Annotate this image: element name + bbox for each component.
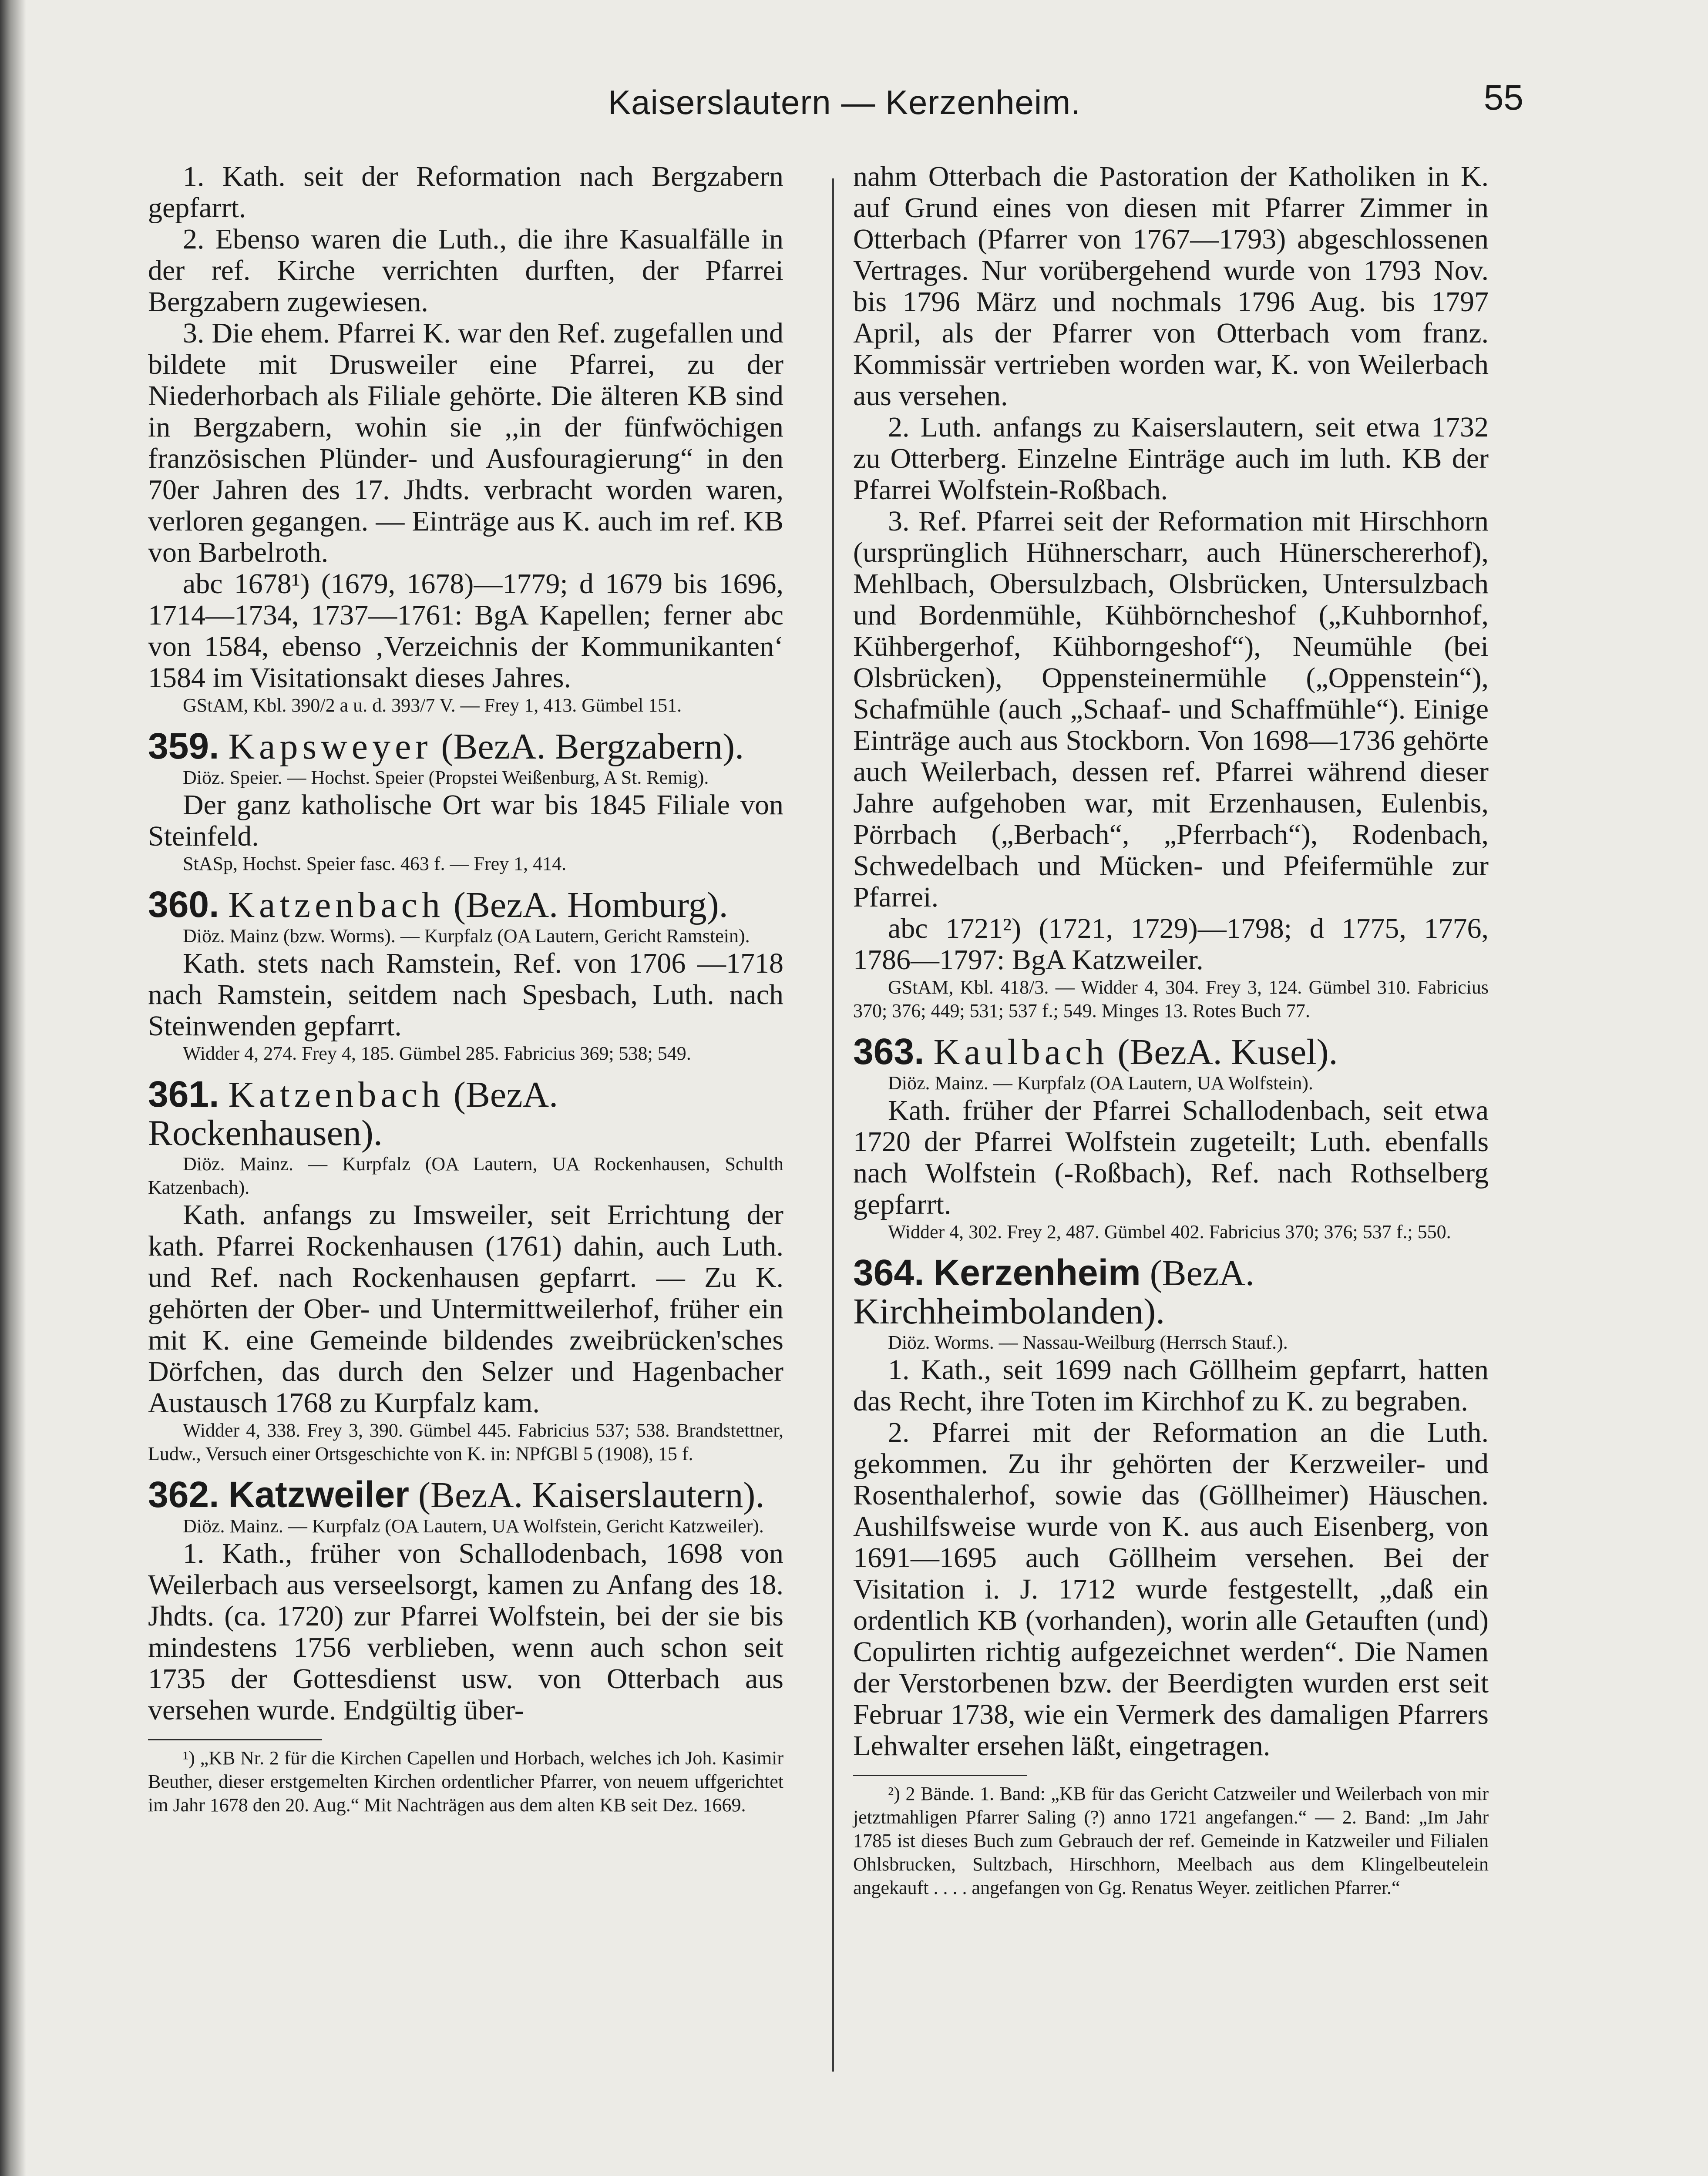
source-note: GStAM, Kbl. 390/2 a u. d. 393/7 V. — Frey 1, 413. Gümbel 151. <box>183 695 682 716</box>
running-header: Kaiserslautern — Kerzenheim. <box>608 83 1081 121</box>
footnote-rule <box>853 1775 1027 1776</box>
source-note: GStAM, Kbl. 418/3. — Widder 4, 304. Frey 3, 124. Gümbel 310. Fabricius 370; 376; 449; 531; 537 f.; 549. Minges 13. Rotes Buch 77. <box>853 977 1489 1021</box>
paragraph: 2. Ebenso waren die Luth., die ihre Kasualfälle in der ref. Kirche verrichten durften, der Pfarrei Bergzabern zugewiesen. <box>148 223 783 318</box>
entry-heading-360 <box>148 885 783 924</box>
entry-number: 364. <box>853 1252 925 1293</box>
paragraph: 1. Kath. seit der Reformation nach Bergzabern gepfarrt. <box>148 161 783 224</box>
entry-name: Kapsweyer <box>228 726 432 767</box>
paragraph: 3. Ref. Pfarrei seit der Reformation mit Hirschhorn (ursprünglich Hühnerscharr, auch Hünerschererhof), Mehlbach, Obersulzbach, Olsbrücken, Untersulzbach und Bordenmühle, Kühbörncheshof („Kuhbornhof, Kühbergerhof, Kühborngeshof“), Neumühle (bei Olsbrücken), Oppensteinermühle („Oppenstein“), Schafmühle (auch „Schaaf- und Schaffmühle“). Einige Einträge auch aus Stockborn. Von 1698—1736 gehörte auch Weilerbach, dessen ref. Pfarrei während dieser Jahre aufgehoben war, mit Erzenhausen, Eulenbis, Pörrbach („Berbach“, „Pferrbach“), Rodenbach, Schwedelbach und Mücken- und Pfeifermühle zur Pfarrei. <box>853 505 1489 913</box>
admin-note: Diöz. Worms. — Nassau-Weilburg (Herrsch Stauf.). <box>888 1332 1288 1353</box>
entry-name: Katzenbach <box>228 885 444 925</box>
source-note: Widder 4, 302. Frey 2, 487. Gümbel 402. Fabricius 370; 376; 537 f.; 550. <box>888 1221 1451 1242</box>
paragraph: Der ganz katholische Ort war bis 1845 Filiale von Steinfeld. <box>148 789 783 852</box>
right-column <box>853 161 1489 1900</box>
admin-note: Diöz. Mainz (bzw. Worms). — Kurpfalz (OA Lautern, Gericht Ramstein). <box>183 925 750 947</box>
entry-heading-363 <box>853 1032 1489 1071</box>
entry-number: 363. <box>853 1031 925 1072</box>
entry-name: Kaulbach <box>933 1032 1109 1072</box>
entry-number: 359. <box>148 725 219 766</box>
admin-note: Diöz. Mainz. — Kurpfalz (OA Lautern, UA Rockenhausen, Schulth Katzenbach). <box>148 1153 783 1198</box>
admin-note: Diöz. Mainz. — Kurpfalz (OA Lautern, UA Wolfstein). <box>888 1072 1313 1094</box>
entry-region: (BezA. Bergzabern). <box>441 726 744 767</box>
entry-name: Katzenbach <box>228 1075 444 1115</box>
entry-region: (BezA. Homburg). <box>453 885 728 925</box>
footnote-2: ²) 2 Bände. 1. Band: „KB für das Gericht Catzweiler und Weilerbach von mir jetztmahligen Pfarrer Saling (?) anno 1721 angefangen.“ — 2. Band: „Im Jahr 1785 ist dieses Buch zum Gebrauch der ref. Gemeinde in Katzweiler und Filialen Ohlsbrucken, Sultzbach, Hirschhorn, Meelbach aus dem Klingelbeutelein angekauft . . . . angefangen von Gg. Renatus Weyer. zeitlichen Pfarrer.“ <box>853 1783 1489 1898</box>
paragraph: Kath. anfangs zu Imsweiler, seit Errichtung der kath. Pfarrei Rockenhausen (1761) dahin, auch Luth. und Ref. nach Rockenhausen gepfarrt. — Zu K. gehörten der Ober- und Untermittweilerhof, früher ein mit K. eine Gemeinde bildendes zweibrücken'sches Dörfchen, das durch den Selzer und Hagenbacher Austausch 1768 zu Kurpfalz kam. <box>148 1199 783 1419</box>
entry-region: (BezA. Kaiserslautern). <box>418 1475 765 1515</box>
entry-region: (BezA. Kusel). <box>1117 1032 1338 1072</box>
footnote-1: ¹) „KB Nr. 2 für die Kirchen Capellen und Horbach, welches ich Joh. Kasimir Beuther, dieser erstgemelten Kirchen ordentlicher Pfarrer, von neuem uffgerichtet im Jahr 1678 den 20. Aug.“ Mit Nachträgen aus dem alten KB seit Dez. 1669. <box>148 1747 783 1816</box>
entry-name: Katzweiler <box>228 1474 409 1515</box>
paragraph: 2. Pfarrei mit der Reformation an die Luth. gekommen. Zu ihr gehörten der Kerzweiler- und Rosenthalerhof, sowie das (Göllheimer) Häuschen. Aushilfsweise wurde von K. aus auch Eisenberg, von 1691—1695 auch Göllheim versehen. Bei der Visitation i. J. 1712 wurde festgestellt, „daß ein ordentlich KB (vorhanden), worin alle Getauften (und) Copulirten richtig aufgezeichnet werden“. Die Namen der Verstorbenen bzw. der Beerdigten wurden erst seit Februar 1738, wie ein Vermerk des damaligen Pfarrers Lehwalter ersehen läßt, eingetragen. <box>853 1417 1489 1762</box>
paragraph: 1. Kath., seit 1699 nach Göllheim gepfarrt, hatten das Recht, ihre Toten im Kirchhof zu K. zu begraben. <box>853 1354 1489 1417</box>
paragraph: nahm Otterbach die Pastoration der Katholiken in K. auf Grund eines von diesen mit Pfarrer Zimmer in Otterbach (Pfarrer von 1767—1793) abgeschlossenen Vertrages. Nur vorübergehend wurde von 1793 Nov. bis 1796 März und nochmals 1796 Aug. bis 1797 April, als der Pfarrer von Otterbach vom franz. Kommissär vertrieben worden war, K. von Weilerbach aus versehen. <box>853 161 1489 412</box>
entry-heading-361 <box>148 1075 783 1152</box>
entry-heading-364 <box>853 1253 1489 1331</box>
paragraph: 1. Kath., früher von Schallodenbach, 1698 von Weilerbach aus verseelsorgt, kamen zu Anfang des 18. Jhdts. (ca. 1720) zur Pfarrei Wolfstein, bei der sie bis mindestens 1756 verblieben, wenn auch schon seit 1735 der Gottesdienst usw. von Otterbach aus versehen wurde. Endgültig über- <box>148 1538 783 1726</box>
source-note: Widder 4, 338. Frey 3, 390. Gümbel 445. Fabricius 537; 538. Brandstettner, Ludw., Versuch einer Ortsgeschichte von K. in: NPfGBl 5 (1908), 15 f. <box>148 1420 783 1464</box>
left-column <box>148 161 783 1817</box>
entry-name: Kerzenheim <box>933 1252 1141 1293</box>
paragraph: 3. Die ehem. Pfarrei K. war den Ref. zugefallen und bildete mit Drusweiler eine Pfarrei, zu der Niederhorbach als Filiale gehörte. Die älteren KB sind in Bergzabern, wohin sie ,,in der fünfwöchigen französischen Plünder- und Ausfouragierung“ in den 70er Jahren des 17. Jhdts. verbracht worden waren, verloren gegangen. — Einträge aus K. auch im ref. KB von Barbelroth. <box>148 317 783 568</box>
entry-number: 361. <box>148 1074 219 1115</box>
page-number: 55 <box>1483 78 1523 118</box>
entry-number: 360. <box>148 884 219 925</box>
paragraph: Kath. früher der Pfarrei Schallodenbach, seit etwa 1720 der Pfarrei Wolfstein zugeteilt; Luth. ebenfalls nach Wolfstein (-Roßbach), Ref. nach Rothselberg gepfarrt. <box>853 1095 1489 1220</box>
entry-region: (BezA. Rockenhausen). <box>148 1075 558 1153</box>
entry-number: 362. <box>148 1474 219 1515</box>
paragraph: abc 1721²) (1721, 1729)—1798; d 1775, 1776, 1786—1797: BgA Katzweiler. <box>853 913 1489 976</box>
admin-note: Diöz. Mainz. — Kurpfalz (OA Lautern, UA Wolfstein, Gericht Katzweiler). <box>183 1515 764 1537</box>
paragraph: Kath. stets nach Ramstein, Ref. von 1706 —1718 nach Ramstein, seitdem nach Spesbach, Luth. nach Steinwenden gepfarrt. <box>148 947 783 1042</box>
scan-edge-shadow <box>0 0 26 2176</box>
entry-heading-359 <box>148 727 783 766</box>
paragraph: 2. Luth. anfangs zu Kaiserslautern, seit etwa 1732 zu Otterberg. Einzelne Einträge auch im luth. KB der Pfarrei Wolfstein-Roßbach. <box>853 411 1489 506</box>
paragraph: abc 1678¹) (1679, 1678)—1779; d 1679 bis 1696, 1714—1734, 1737—1761: BgA Kapellen; ferner abc von 1584, ebenso ‚Verzeichnis der Kommunikanten‘ 1584 im Visitationsakt dieses Jahres. <box>148 568 783 694</box>
admin-note: Diöz. Speier. — Hochst. Speier (Propstei Weißenburg, A St. Remig). <box>183 767 709 788</box>
source-note: Widder 4, 274. Frey 4, 185. Gümbel 285. Fabricius 369; 538; 549. <box>183 1043 691 1064</box>
entry-region: (BezA. Kirchheimbolanden). <box>853 1253 1254 1332</box>
entry-heading-362 <box>148 1475 783 1514</box>
footnote-rule <box>148 1739 322 1740</box>
source-note: StASp, Hochst. Speier fasc. 463 f. — Frey 1, 414. <box>183 853 567 874</box>
column-divider <box>832 178 834 2072</box>
